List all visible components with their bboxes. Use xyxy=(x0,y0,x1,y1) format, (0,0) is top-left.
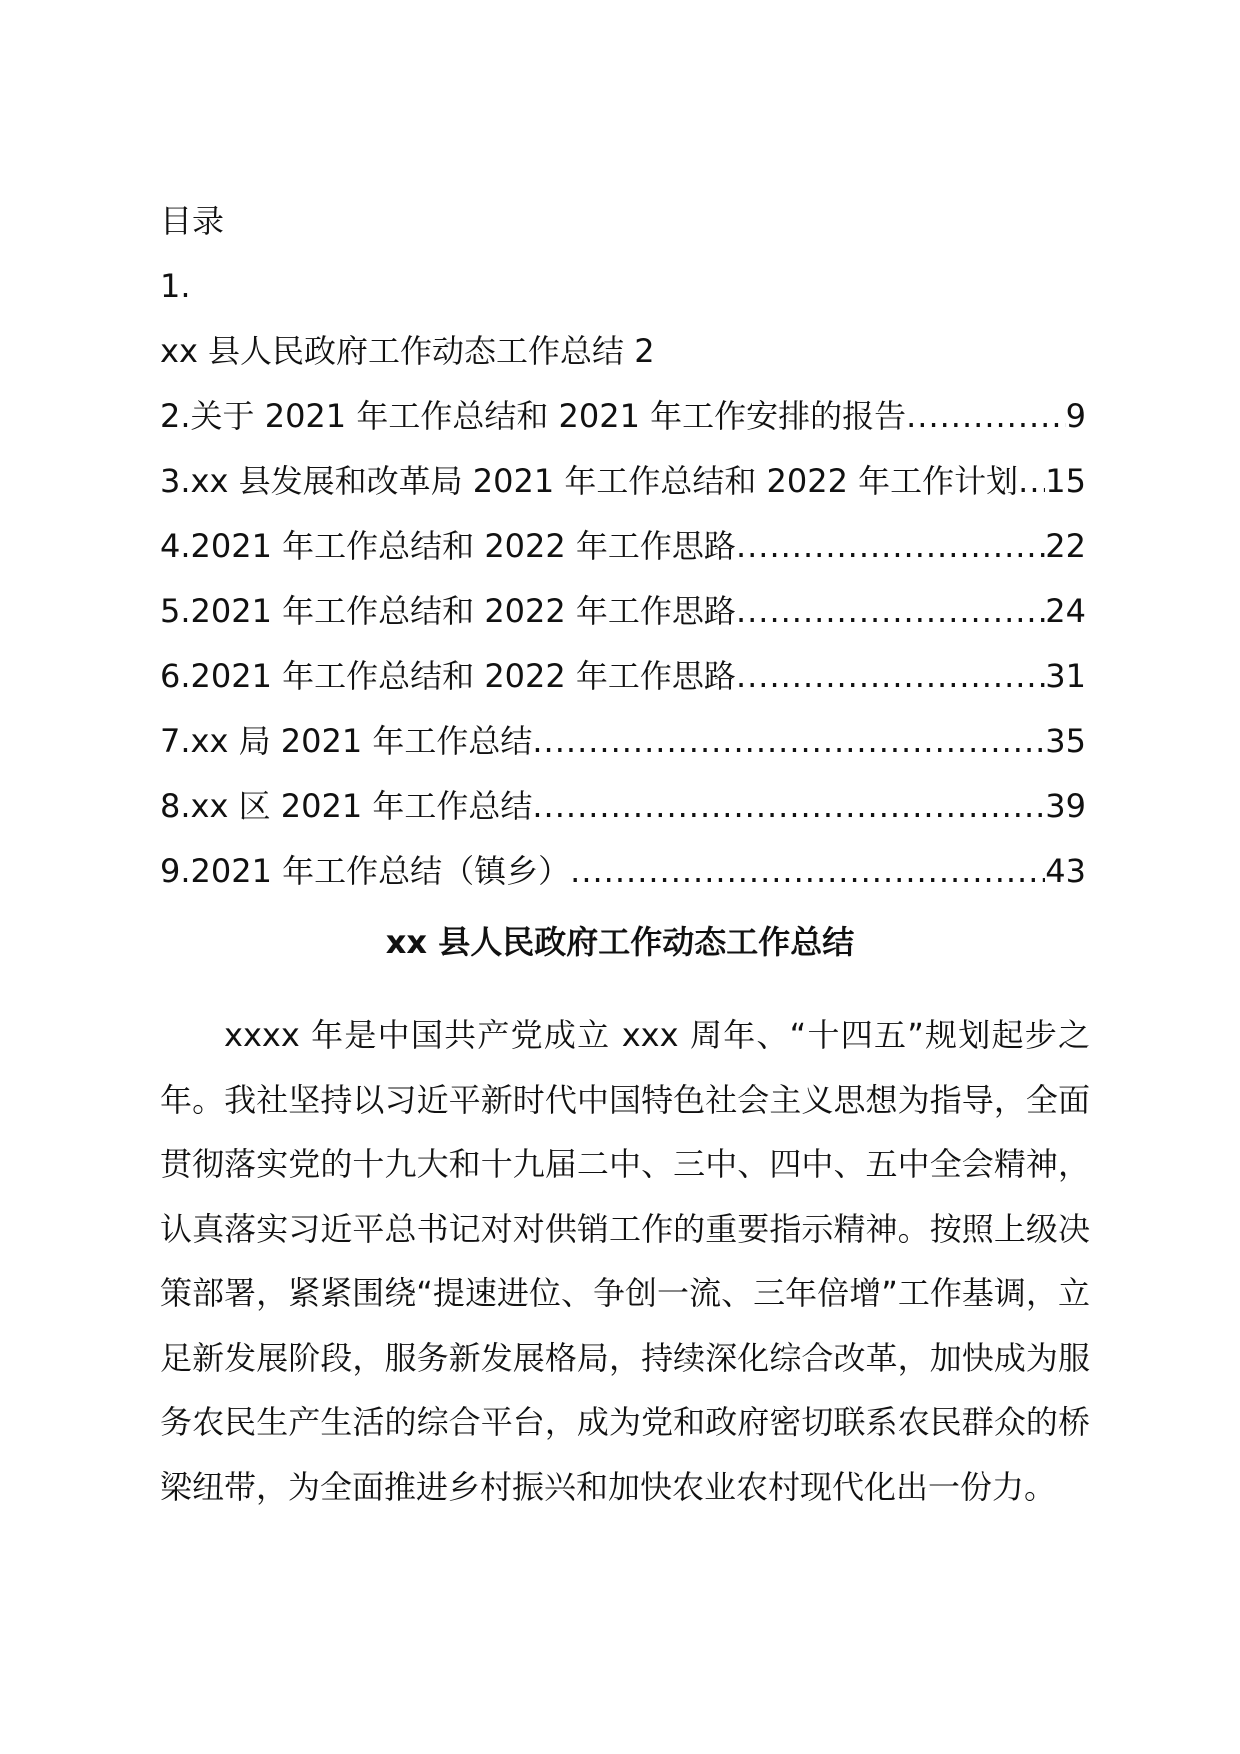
toc-entry-title: 2.关于 2021 年工作总结和 2021 年工作安排的报告 xyxy=(160,397,907,435)
toc-entry-1-number: 1. xyxy=(160,267,191,305)
toc-entry-title: 4.2021 年工作总结和 2022 年工作思路 xyxy=(160,527,736,565)
toc-entry-page: 22 xyxy=(1045,527,1086,565)
toc-leader-dots xyxy=(1018,457,1045,505)
toc-entry-page: 9 xyxy=(1065,397,1086,435)
toc-entry-page: 31 xyxy=(1045,657,1086,695)
toc-entry xyxy=(160,782,1086,830)
toc-entry-title: 5.2021 年工作总结和 2022 年工作思路 xyxy=(160,592,736,630)
article-title: xx 县人民政府工作动态工作总结 xyxy=(385,923,855,961)
toc-leader-dots xyxy=(570,847,1045,895)
toc-entry xyxy=(160,652,1086,700)
toc-entry-page: 35 xyxy=(1045,722,1086,760)
toc-leader-dots xyxy=(532,782,1045,830)
toc-entry xyxy=(160,847,1086,895)
toc-entry-title: 9.2021 年工作总结（镇乡） xyxy=(160,852,571,890)
toc-entry-page: 43 xyxy=(1045,852,1086,890)
toc-leader-dots xyxy=(736,587,1045,635)
article-paragraph: xxxx 年是中国共产党成立 xxx 周年、“十四五”规划起步之年。我社坚持以习近平新时代中国特色社会主义思想为指导，全面贯彻落实党的十九大和十九届二中、三中、四中、五中全会精神，认真落实习近平总书记对对供销工作的重要指示精神。按照上级决策部署，紧紧围绕“提速进位、争创一流、三年倍增”工作基调，立足新发展阶段，服务新发展格局，持续深化综合改革，加快成为服务农民生产生活的综合平台，成为党和政府密切联系农民群众的桥梁纽带，为全面推进乡村振兴和加快农业农村现代化出一份力。 xyxy=(160,1016,1090,1506)
toc-entry xyxy=(160,522,1086,570)
toc-entry-page: 15 xyxy=(1045,462,1086,500)
toc-leader-dots xyxy=(736,652,1045,700)
toc-entry-page: 24 xyxy=(1045,592,1086,630)
toc-leader-dots xyxy=(736,522,1045,570)
toc-heading: 目录 xyxy=(160,202,225,240)
toc-entry-title: 3.xx 县发展和改革局 2021 年工作总结和 2022 年工作计划 xyxy=(160,462,1019,500)
toc-leader-dots xyxy=(532,717,1045,765)
toc-entry xyxy=(160,587,1086,635)
toc-entry-title: 6.2021 年工作总结和 2022 年工作思路 xyxy=(160,657,736,695)
toc-entry-title: 7.xx 局 2021 年工作总结 xyxy=(160,722,533,760)
toc-entry xyxy=(160,392,1086,440)
toc-leader-dots xyxy=(906,392,1066,440)
toc-entry-1-title: xx 县人民政府工作动态工作总结 2 xyxy=(160,332,655,370)
toc-entry-title: 8.xx 区 2021 年工作总结 xyxy=(160,787,533,825)
toc-entry xyxy=(160,717,1086,765)
toc-entry-page: 39 xyxy=(1045,787,1086,825)
toc-entry xyxy=(160,457,1086,505)
